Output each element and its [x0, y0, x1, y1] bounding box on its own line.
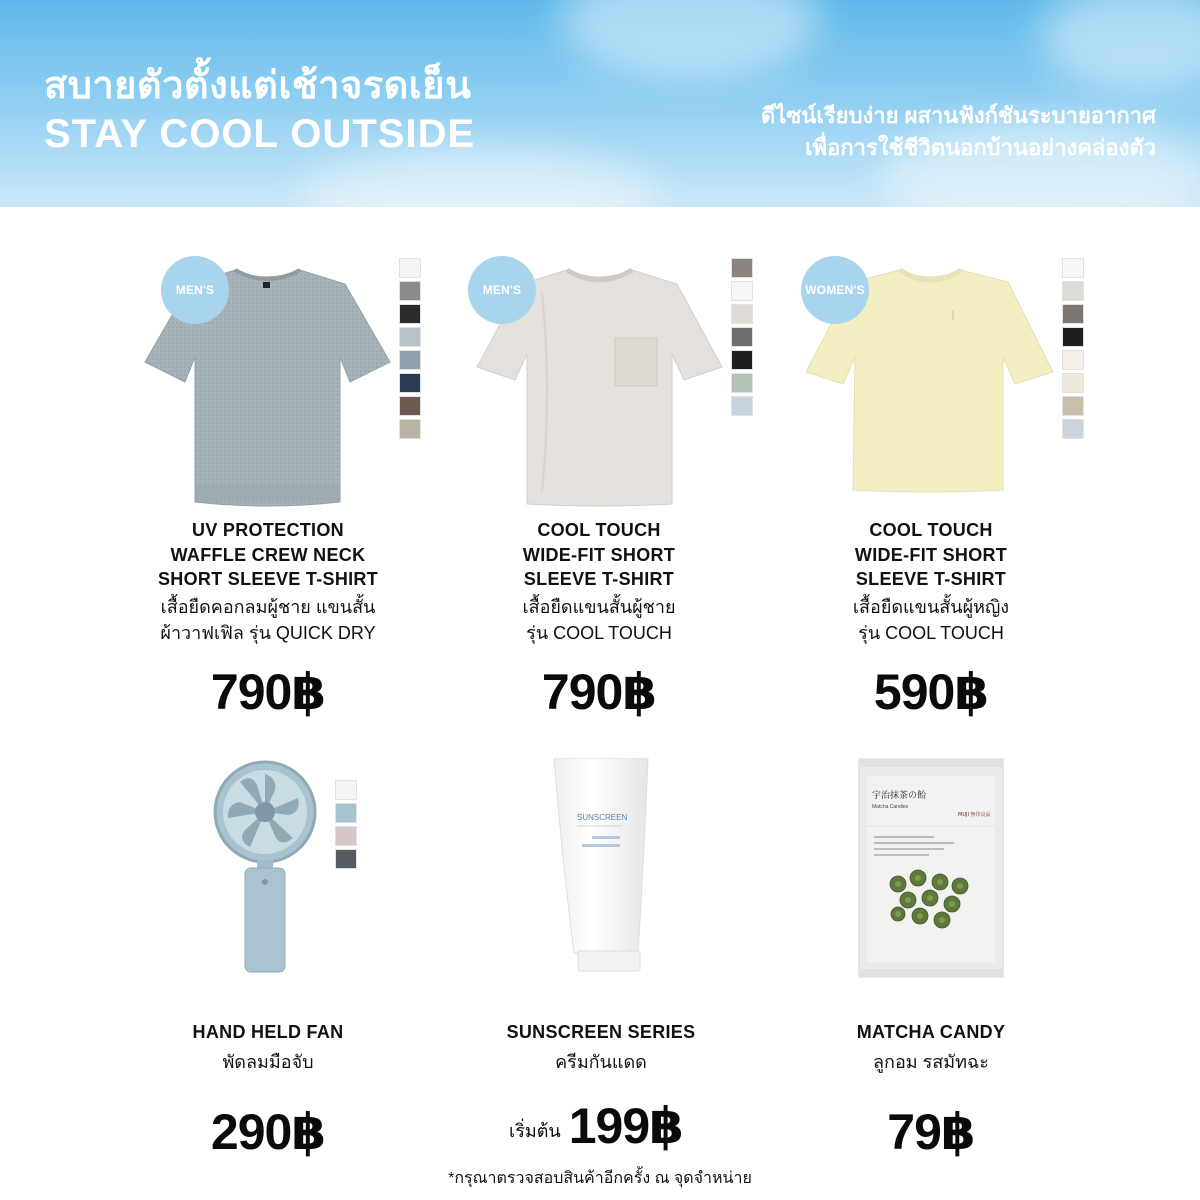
product-price: 790฿ [541, 664, 657, 720]
product-info [781, 518, 1081, 646]
product-name-line: เสื้อยืดแขนสั้นผู้ชาย [522, 596, 676, 617]
product-name-th: พัดลมมือจับ [222, 1051, 314, 1072]
product-price [446, 1098, 746, 1159]
product-info [781, 1020, 1081, 1075]
color-swatch[interactable] [335, 803, 357, 823]
product-name-line: SHORT SLEEVE T-SHIRT [157, 569, 379, 589]
color-swatches[interactable] [335, 780, 357, 872]
product-info [451, 1020, 751, 1075]
product-name-line: UV PROTECTION [192, 520, 344, 540]
product-name-en: MATCHA CANDY [856, 1022, 1006, 1042]
color-swatch[interactable] [731, 350, 753, 370]
banner-title [44, 62, 475, 158]
product-name-line: SLEEVE T-SHIRT [855, 569, 1007, 589]
product-name-en [781, 518, 1081, 592]
product-image[interactable] [552, 758, 660, 972]
color-swatch[interactable] [399, 258, 421, 278]
cloud-decoration [1040, 0, 1200, 90]
product-price: 290฿ [210, 1104, 326, 1160]
product-name-line: WIDE-FIT SHORT [854, 544, 1008, 565]
product-info [449, 518, 749, 646]
product-name-line: ผ้าวาฟเฟิล รุ่น QUICK DRY [160, 622, 376, 643]
color-swatch[interactable] [399, 327, 421, 347]
color-swatch[interactable] [335, 849, 357, 869]
price-prefix: เริ่มต้น [509, 1121, 561, 1141]
cloud-decoration [560, 0, 820, 80]
color-swatch[interactable] [335, 780, 357, 800]
color-swatch[interactable] [399, 419, 421, 439]
product-image[interactable] [858, 758, 1004, 978]
product-name-en: SUNSCREEN SERIES [506, 1022, 696, 1042]
hero-banner [0, 0, 1200, 207]
product-name-th [449, 594, 749, 646]
pack-brand: MUJI 無印良品 [958, 812, 991, 818]
product-image[interactable] [205, 760, 325, 975]
cloud-decoration [300, 150, 660, 207]
category-badge: MEN'S [161, 256, 229, 324]
product-price: 590฿ [873, 664, 989, 720]
product-info [118, 518, 418, 646]
product-name-line: WIDE-FIT SHORT [522, 544, 676, 565]
color-swatches[interactable] [731, 258, 753, 419]
color-swatch[interactable] [731, 281, 753, 301]
color-swatch[interactable] [399, 373, 421, 393]
product-name-line: COOL TOUCH [869, 520, 993, 540]
color-swatch[interactable] [731, 373, 753, 393]
candy-pack-icon [858, 758, 1004, 978]
product-name-line: COOL TOUCH [537, 520, 661, 540]
product-name-line: รุ่น COOL TOUCH [526, 622, 672, 643]
sunscreen-tube-icon [552, 758, 660, 972]
color-swatch[interactable] [1062, 419, 1084, 439]
product-name-line: SLEEVE T-SHIRT [523, 569, 675, 589]
product-name-th [781, 594, 1081, 646]
color-swatches[interactable] [399, 258, 421, 442]
product-name-en [118, 518, 418, 592]
banner-title-th: สบายตัวตั้งแต่เช้าจรดเย็น [44, 65, 472, 107]
product-info [118, 1020, 418, 1075]
color-swatch[interactable] [1062, 258, 1084, 278]
product-price: 79฿ [887, 1104, 975, 1160]
color-swatch[interactable] [1062, 281, 1084, 301]
price-value: 199฿ [568, 1098, 683, 1154]
banner-tagline-line: ดีไซน์เรียบง่าย ผสานฟังก์ชันระบายอากาศ [761, 103, 1156, 128]
color-swatch[interactable] [731, 258, 753, 278]
color-swatch[interactable] [399, 304, 421, 324]
category-badge: MEN'S [468, 256, 536, 324]
product-name-en [449, 518, 749, 592]
disclaimer-footnote: *กรุณาตรวจสอบสินค้าอีกครั้ง ณ จุดจำหน่าย [448, 1170, 752, 1187]
color-swatch[interactable] [731, 304, 753, 324]
color-swatch[interactable] [1062, 350, 1084, 370]
color-swatch[interactable] [1062, 396, 1084, 416]
product-name-en: HAND HELD FAN [192, 1022, 344, 1042]
product-name-th: ลูกอม รสมัทฉะ [873, 1051, 989, 1072]
banner-title-en: STAY COOL OUTSIDE [44, 112, 476, 156]
color-swatch[interactable] [399, 396, 421, 416]
product-name-line: เสื้อยืดคอกลมผู้ชาย แขนสั้น [160, 596, 376, 617]
banner-tagline-line: เพื่อการใช้ชีวิตนอกบ้านอย่างคล่องตัว [805, 135, 1156, 160]
sunscreen-label: SUNSCREEN [577, 813, 628, 822]
product-name-th [118, 594, 418, 646]
color-swatch[interactable] [731, 396, 753, 416]
color-swatch[interactable] [1062, 373, 1084, 393]
product-name-line: เสื้อยืดแขนสั้นผู้หญิง [852, 596, 1010, 617]
color-swatch[interactable] [399, 350, 421, 370]
pack-title: 宇治抹茶の飴 [872, 791, 927, 801]
color-swatch[interactable] [399, 281, 421, 301]
handheld-fan-icon [205, 760, 325, 975]
product-name-line: รุ่น COOL TOUCH [858, 622, 1004, 643]
color-swatch[interactable] [335, 826, 357, 846]
product-name-th: ครีมกันแดด [555, 1051, 647, 1072]
banner-tagline [761, 100, 1156, 164]
category-badge: WOMEN'S [801, 256, 869, 324]
color-swatch[interactable] [731, 327, 753, 347]
pack-subtitle: Matcha Candies [872, 804, 909, 810]
color-swatch[interactable] [1062, 327, 1084, 347]
color-swatches[interactable] [1062, 258, 1084, 442]
product-price: 790฿ [210, 664, 326, 720]
color-swatch[interactable] [1062, 304, 1084, 324]
product-name-line: WAFFLE CREW NECK [170, 544, 366, 565]
